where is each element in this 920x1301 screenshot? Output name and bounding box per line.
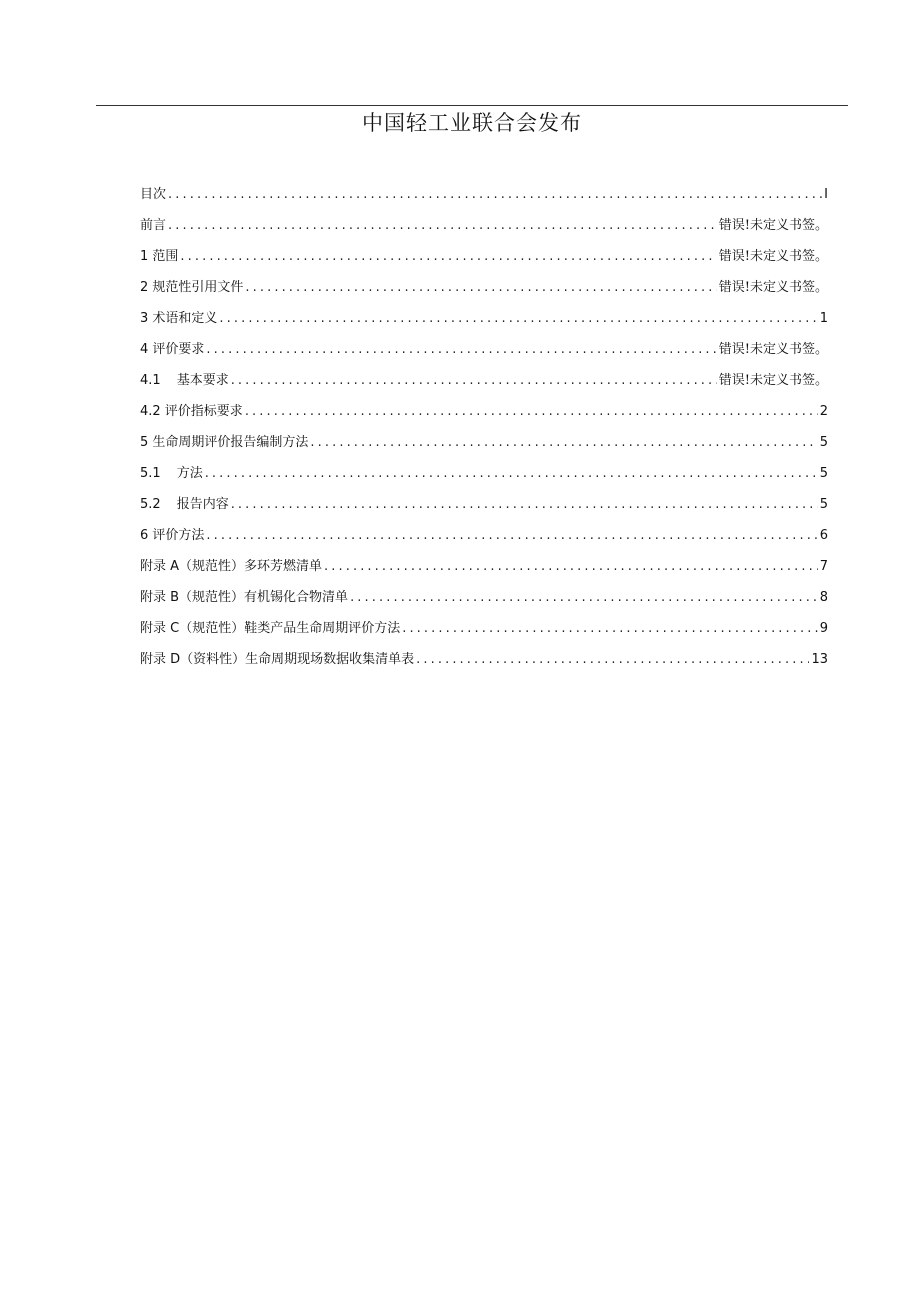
toc-dot-leader: [168, 185, 822, 205]
toc-entry[interactable]: [140, 464, 828, 495]
toc-entry-page: 9: [819, 621, 828, 636]
toc-dot-leader: [416, 650, 809, 670]
toc-entry-title: 1 范围: [140, 249, 179, 264]
toc-dot-leader: [205, 464, 818, 484]
toc-entry[interactable]: [140, 495, 828, 526]
toc-entry-number: 5.2: [140, 497, 161, 512]
toc-entry-title: 附录 D（资料性）生命周期现场数据收集清单表: [140, 652, 415, 667]
toc-entry-title: 附录 A（规范性）多环芳燃清单: [140, 559, 323, 574]
toc-entry[interactable]: [140, 278, 828, 309]
toc-dot-leader: [324, 557, 818, 577]
table-of-contents: [140, 185, 828, 681]
toc-dot-leader: [219, 309, 817, 329]
toc-entry-text: 方法: [176, 466, 203, 481]
toc-entry-title: 附录 C（规范性）鞋类产品生命周期评价方法: [140, 621, 401, 636]
publisher-title: 中国轻工业联合会发布: [362, 111, 582, 135]
toc-entry[interactable]: [140, 340, 828, 371]
toc-entry-page: 错误!未定义书签。: [718, 342, 828, 357]
toc-entry-title: 附录 B（规范性）有机锡化合物清单: [140, 590, 349, 605]
toc-entry[interactable]: [140, 588, 828, 619]
toc-entry-title: [140, 495, 231, 515]
toc-entry[interactable]: [140, 371, 828, 402]
toc-entry-number: 5.1: [140, 466, 161, 481]
toc-dot-leader: [180, 247, 716, 267]
toc-entry-text: 基本要求: [176, 373, 229, 388]
toc-entry-page: 错误!未定义书签。: [718, 373, 828, 388]
toc-entry[interactable]: [140, 619, 828, 650]
toc-entry-page: 1: [819, 311, 828, 326]
toc-entry-title: 4 评价要求: [140, 342, 205, 357]
toc-entry-title: 2 规范性引用文件: [140, 280, 244, 295]
toc-dot-leader: [206, 340, 716, 360]
header-rule: [96, 105, 848, 106]
toc-dot-leader: [168, 216, 717, 236]
toc-entry-page: 5: [819, 435, 828, 450]
toc-entry[interactable]: [140, 433, 828, 464]
toc-entry[interactable]: [140, 309, 828, 340]
toc-dot-leader: [231, 371, 717, 391]
toc-entry[interactable]: [140, 247, 828, 278]
toc-entry[interactable]: [140, 526, 828, 557]
toc-entry-title: 前言: [140, 218, 167, 233]
toc-entry[interactable]: [140, 402, 828, 433]
toc-entry-title: 3 术语和定义: [140, 311, 218, 326]
toc-entry-title: 5 生命周期评价报告编制方法: [140, 435, 309, 450]
toc-entry-page: 2: [819, 404, 828, 419]
toc-entry-page: 错误!未定义书签。: [718, 218, 828, 233]
toc-dot-leader: [245, 402, 818, 422]
toc-entry-page: 7: [819, 559, 828, 574]
toc-entry-title: 4.2 评价指标要求: [140, 404, 243, 419]
toc-dot-leader: [245, 278, 716, 298]
toc-entry-title: 6 评价方法: [140, 528, 205, 543]
toc-dot-leader: [206, 526, 817, 546]
toc-entry-title: [140, 371, 231, 391]
toc-entry-page: 6: [819, 528, 828, 543]
toc-entry-text: 报告内容: [176, 497, 229, 512]
toc-entry-page: 5: [819, 466, 828, 481]
toc-entry-title: [140, 464, 205, 484]
toc-entry[interactable]: [140, 557, 828, 588]
toc-dot-leader: [310, 433, 817, 453]
toc-entry-page: 错误!未定义书签。: [718, 249, 828, 264]
toc-entry[interactable]: [140, 216, 828, 247]
toc-entry-title: 目次: [140, 187, 167, 202]
toc-entry-page: 13: [811, 652, 828, 667]
toc-entry[interactable]: [140, 650, 828, 681]
toc-entry-page: 错误!未定义书签。: [718, 280, 828, 295]
toc-dot-leader: [231, 495, 818, 515]
toc-entry-page: 5: [819, 497, 828, 512]
toc-dot-leader: [402, 619, 818, 639]
toc-entry-page: 8: [819, 590, 828, 605]
toc-dot-leader: [350, 588, 818, 608]
toc-entry-page: I: [824, 187, 828, 202]
toc-entry[interactable]: [140, 185, 828, 216]
toc-entry-number: 4.1: [140, 373, 161, 388]
